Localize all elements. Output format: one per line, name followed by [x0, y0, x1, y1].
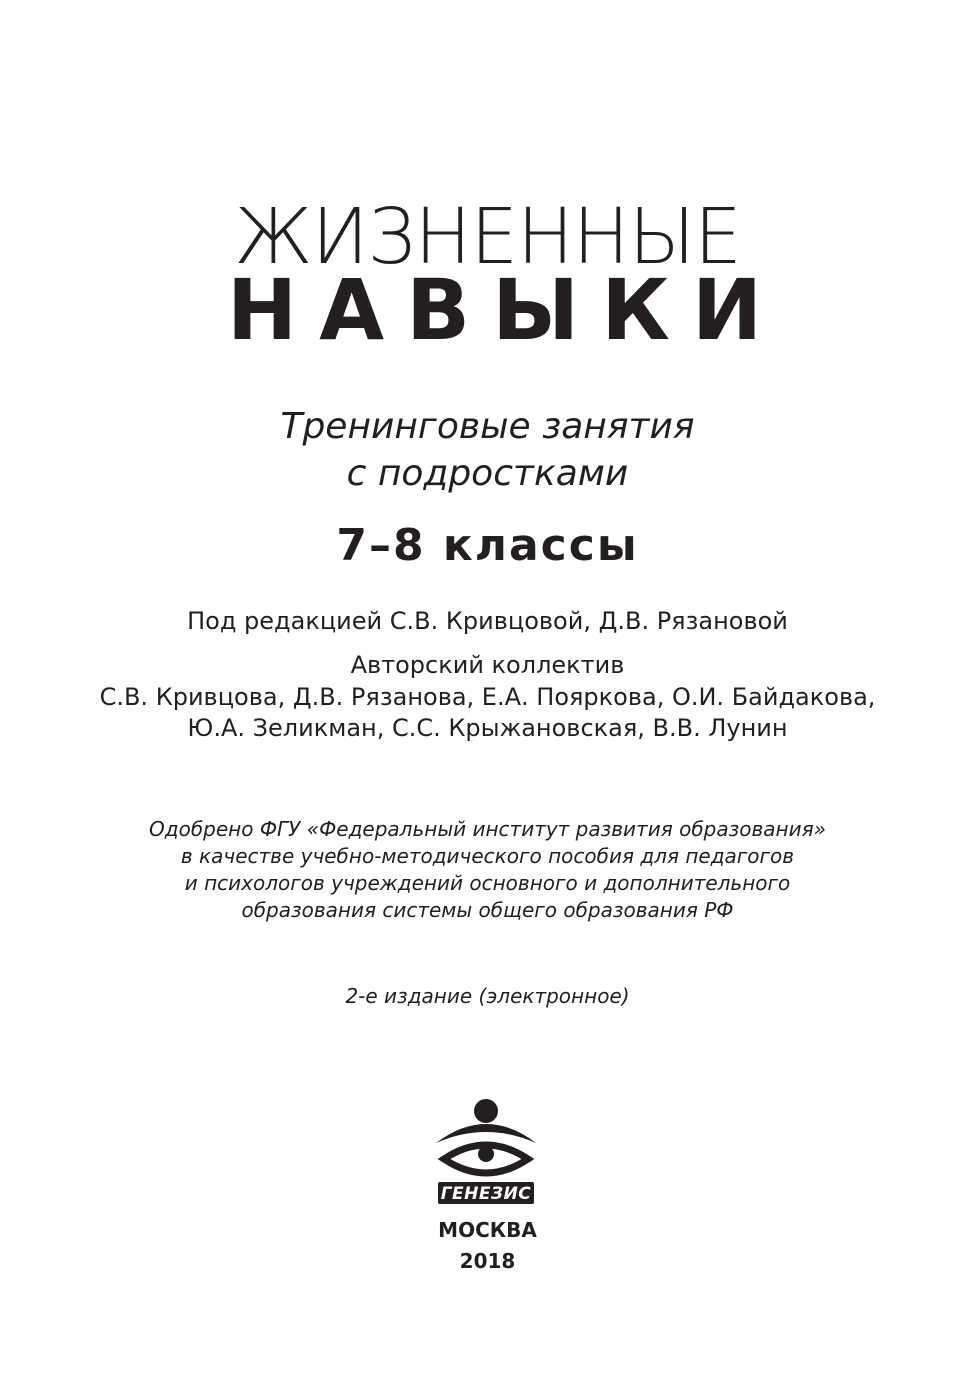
book-title-line-2: НАВЫКИ: [226, 261, 785, 359]
authors-line-1: С.В. Кривцова, Д.В. Рязанова, Е.А. Пояркова, О.И. Байдакова,: [99, 683, 876, 711]
approval-line-4: образования системы общего образования РФ: [241, 898, 734, 922]
publication-year: 2018: [459, 1249, 516, 1273]
logo-arms-shape: [436, 1124, 536, 1143]
logo-wordmark: ГЕНЕЗИС: [440, 1184, 532, 1204]
approval-line-1: Одобрено ФГУ «Федеральный институт развития образования»: [149, 817, 826, 841]
grades-label: 7–8 классы: [336, 520, 639, 571]
subtitle-line-2: с подростками: [346, 453, 629, 494]
authors-heading: Авторский коллектив: [350, 651, 625, 679]
publisher-city: МОСКВА: [438, 1218, 537, 1242]
logo-pupil-shape: [478, 1146, 494, 1162]
approval-line-3: и психологов учреждений основного и дополнительного: [184, 871, 791, 895]
authors-line-2: Ю.А. Зеликман, С.С. Крыжановская, В.В. Лунин: [187, 714, 788, 742]
editors-line: Под редакцией С.В. Кривцовой, Д.В. Рязановой: [187, 607, 788, 635]
edition-label: 2-е издание (электронное): [345, 984, 630, 1008]
book-title-line-1: ЖИЗНЕННЫЕ: [234, 193, 741, 282]
publisher-logo: [430, 1097, 542, 1212]
approval-line-2: в качестве учебно-методического пособия для педагогов: [180, 844, 795, 868]
subtitle-line-1: Тренинговые занятия: [280, 406, 695, 447]
logo-head-shape: [474, 1099, 498, 1123]
